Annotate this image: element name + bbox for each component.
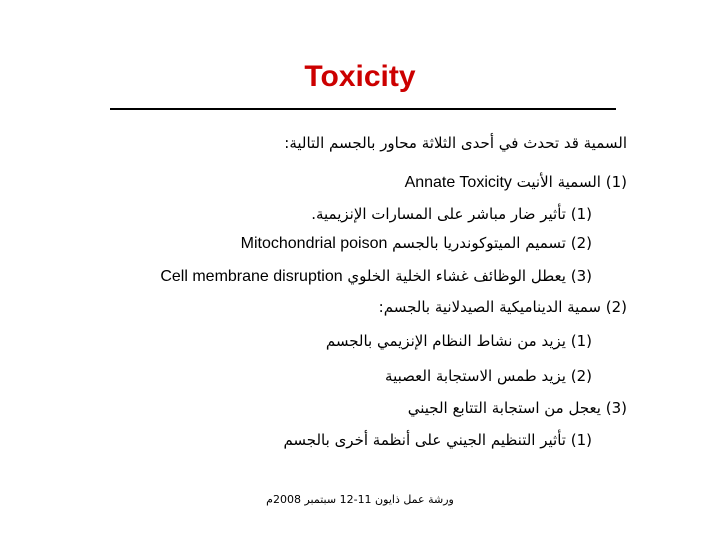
list-item: [385, 366, 592, 386]
item-english: Cell membrane disruption: [160, 268, 343, 285]
section-1-english: Annate Toxicity: [404, 174, 512, 191]
list-item: [241, 233, 592, 254]
section-1-number: (1): [605, 173, 627, 191]
item-arabic: تسميم الميتوكوندريا بالجسم: [392, 234, 566, 252]
item-arabic: يعطل الوظائف غشاء الخلية الخلوي: [347, 267, 566, 285]
section-3-heading: [408, 398, 627, 418]
title-divider: [110, 108, 616, 110]
list-item: [326, 331, 592, 351]
section-2-heading: [379, 297, 627, 317]
item-number: (3): [570, 267, 592, 285]
section-2-number: (2): [605, 298, 627, 316]
item-arabic: يزيد من نشاط النظام الإنزيمي بالجسم: [325, 332, 566, 350]
slide-title: Toxicity: [304, 60, 416, 93]
item-number: (2): [570, 367, 592, 385]
section-3-number: (3): [605, 399, 627, 417]
section-1-arabic: السمية الأنيت: [516, 173, 601, 191]
list-item: [160, 266, 592, 287]
item-english: Mitochondrial poison: [240, 235, 388, 252]
item-number: (1): [570, 205, 592, 223]
list-item: [283, 430, 592, 450]
slide-footer: ورشة عمل ذايون 11-12 سبتمبر 2008م: [266, 493, 454, 506]
section-1-heading: [405, 172, 627, 193]
intro-text: السمية قد تحدث في أحدى الثلاثة محاور بالجسم التالية:: [284, 134, 627, 152]
section-2-arabic: سمية الديناميكية الصيدلانية بالجسم:: [378, 298, 601, 316]
item-arabic: تأثير ضار مباشر على المسارات الإنزيمية.: [311, 205, 566, 223]
section-3-arabic: يعجل من استجابة التتابع الجيني: [407, 399, 601, 417]
item-number: (2): [570, 234, 592, 252]
item-number: (1): [570, 431, 592, 449]
item-number: (1): [570, 332, 592, 350]
list-item: [311, 204, 592, 224]
item-arabic: تأثير التنظيم الجيني على أنظمة أخرى بالجسم: [283, 431, 566, 449]
item-arabic: يزيد طمس الاستجابة العصبية: [385, 367, 566, 385]
